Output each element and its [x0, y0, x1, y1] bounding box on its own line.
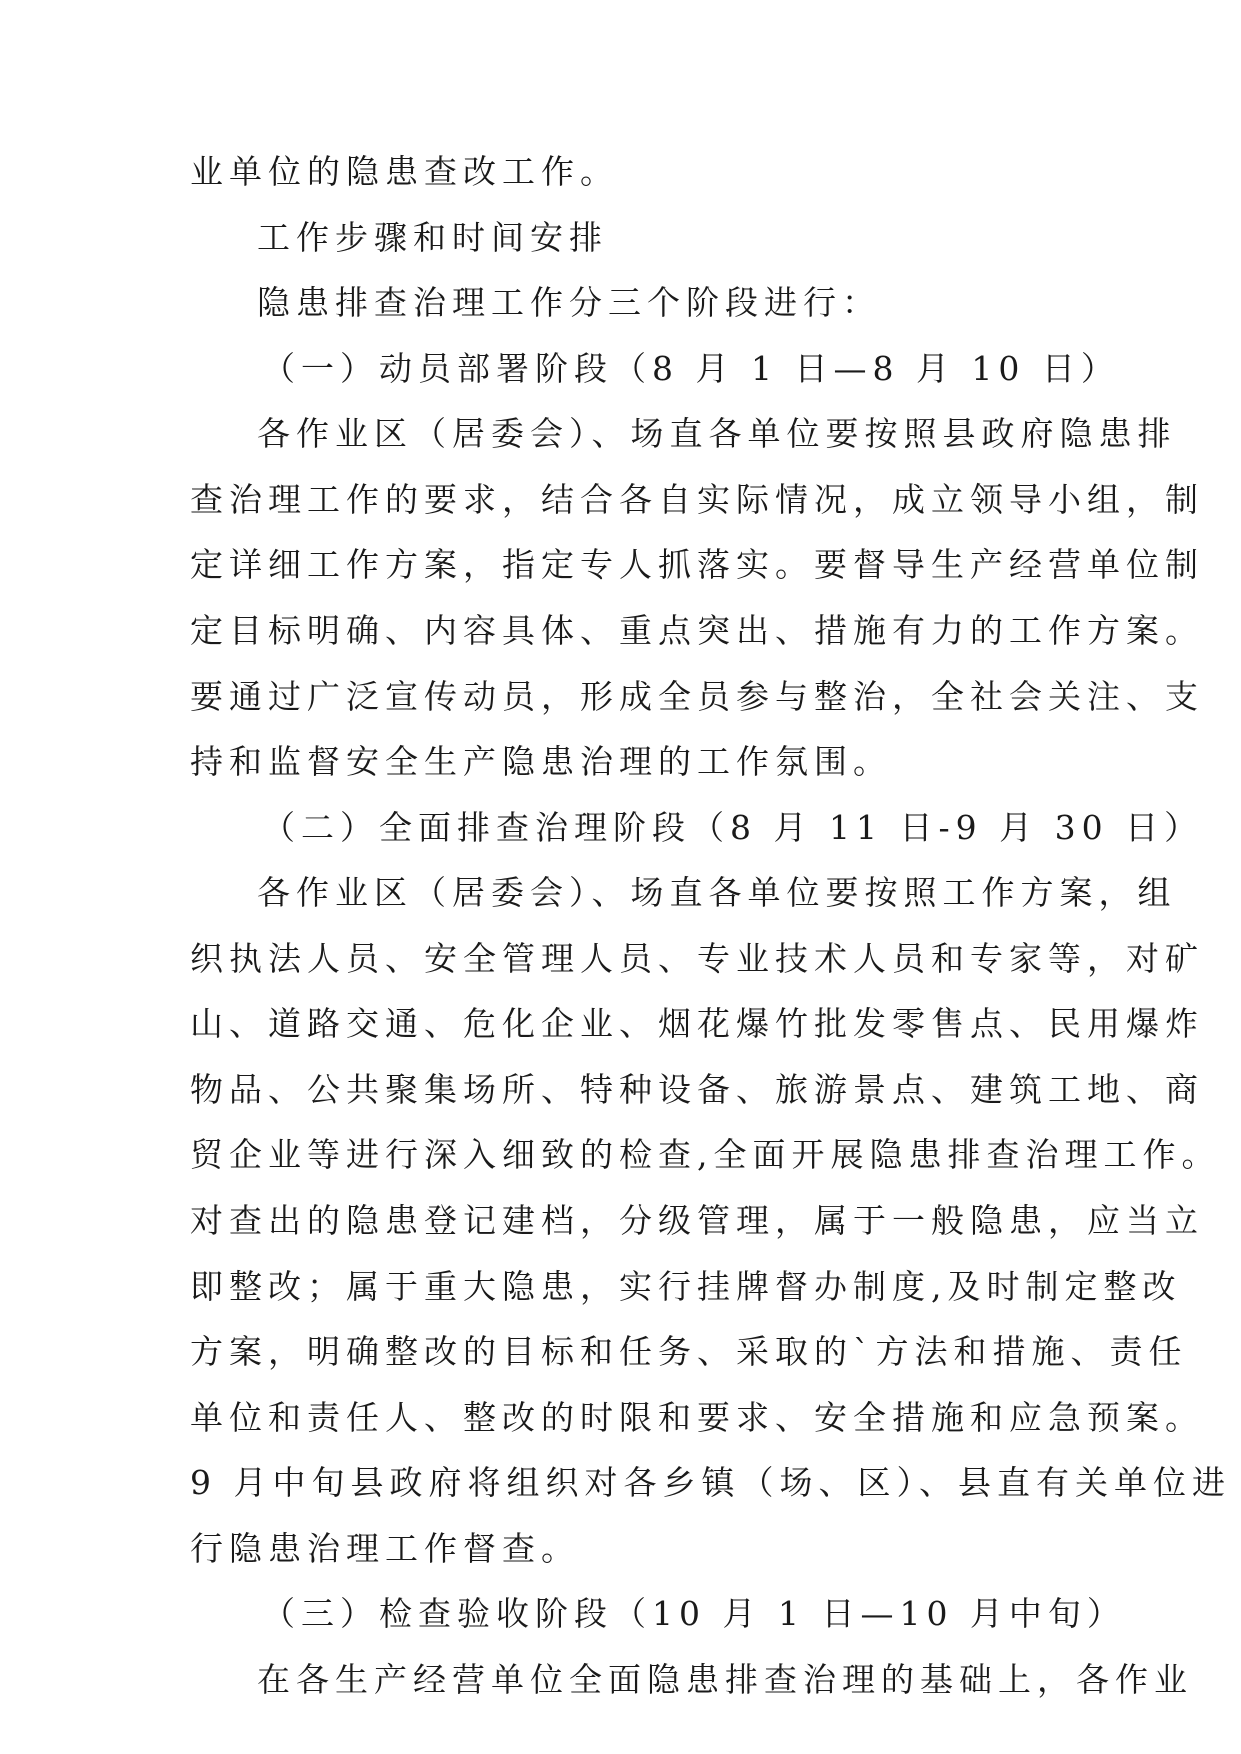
text-line: 隐患排查治理工作分三个阶段进行：	[257, 283, 881, 322]
text-line: 织执法人员、安全管理人员、专业技术人员和专家等，对矿	[190, 939, 1204, 978]
text-line: 定目标明确、内容具体、重点突出、措施有力的工作方案。	[190, 611, 1204, 650]
stage-heading: （一）动员部署阶段（8 月 1 日—8 月 10 日）	[262, 349, 1120, 388]
text-line: 各作业区（居委会）、场直各单位要按照工作方案，组	[257, 873, 1177, 912]
text-line: 贸企业等进行深入细致的检查,全面开展隐患排查治理工作。	[190, 1135, 1221, 1174]
text-line: 行隐患治理工作督查。	[190, 1529, 580, 1568]
text-line: 查治理工作的要求，结合各自实际情况，成立领导小组，制	[190, 480, 1204, 519]
text-line: 物品、公共聚集场所、特种设备、旅游景点、建筑工地、商	[190, 1070, 1204, 1109]
stage-heading: （三）检查验收阶段（10 月 1 日—10 月中旬）	[262, 1594, 1126, 1633]
text-line: 在各生产经营单位全面隐患排查治理的基础上，各作业	[257, 1660, 1193, 1699]
text-line: 各作业区（居委会）、场直各单位要按照县政府隐患排	[257, 414, 1177, 453]
text-line: 持和监督安全生产隐患治理的工作氛围。	[190, 742, 892, 781]
text-line: 要通过广泛宣传动员，形成全员参与整治，全社会关注、支	[190, 677, 1204, 716]
text-line: 山、道路交通、危化企业、烟花爆竹批发零售点、民用爆炸	[190, 1004, 1204, 1043]
text-line: 方案，明确整改的目标和任务、采取的`方法和措施、责任	[190, 1332, 1188, 1371]
text-line: 9 月中旬县政府将组织对各乡镇（场、区）、县直有关单位进	[190, 1463, 1231, 1502]
text-line: 对查出的隐患登记建档，分级管理，属于一般隐患，应当立	[190, 1201, 1204, 1240]
text-line: 定详细工作方案，指定专人抓落实。要督导生产经营单位制	[190, 545, 1204, 584]
text-line: 业单位的隐患查改工作。	[190, 152, 619, 191]
stage-heading: （二）全面排查治理阶段（8 月 11 日-9 月 30 日）	[262, 808, 1204, 847]
text-line: 单位和责任人、整改的时限和要求、安全措施和应急预案。	[190, 1398, 1204, 1437]
text-line: 即整改；属于重大隐患，实行挂牌督办制度,及时制定整改	[190, 1267, 1182, 1306]
section-heading: 工作步骤和时间安排	[257, 218, 608, 257]
